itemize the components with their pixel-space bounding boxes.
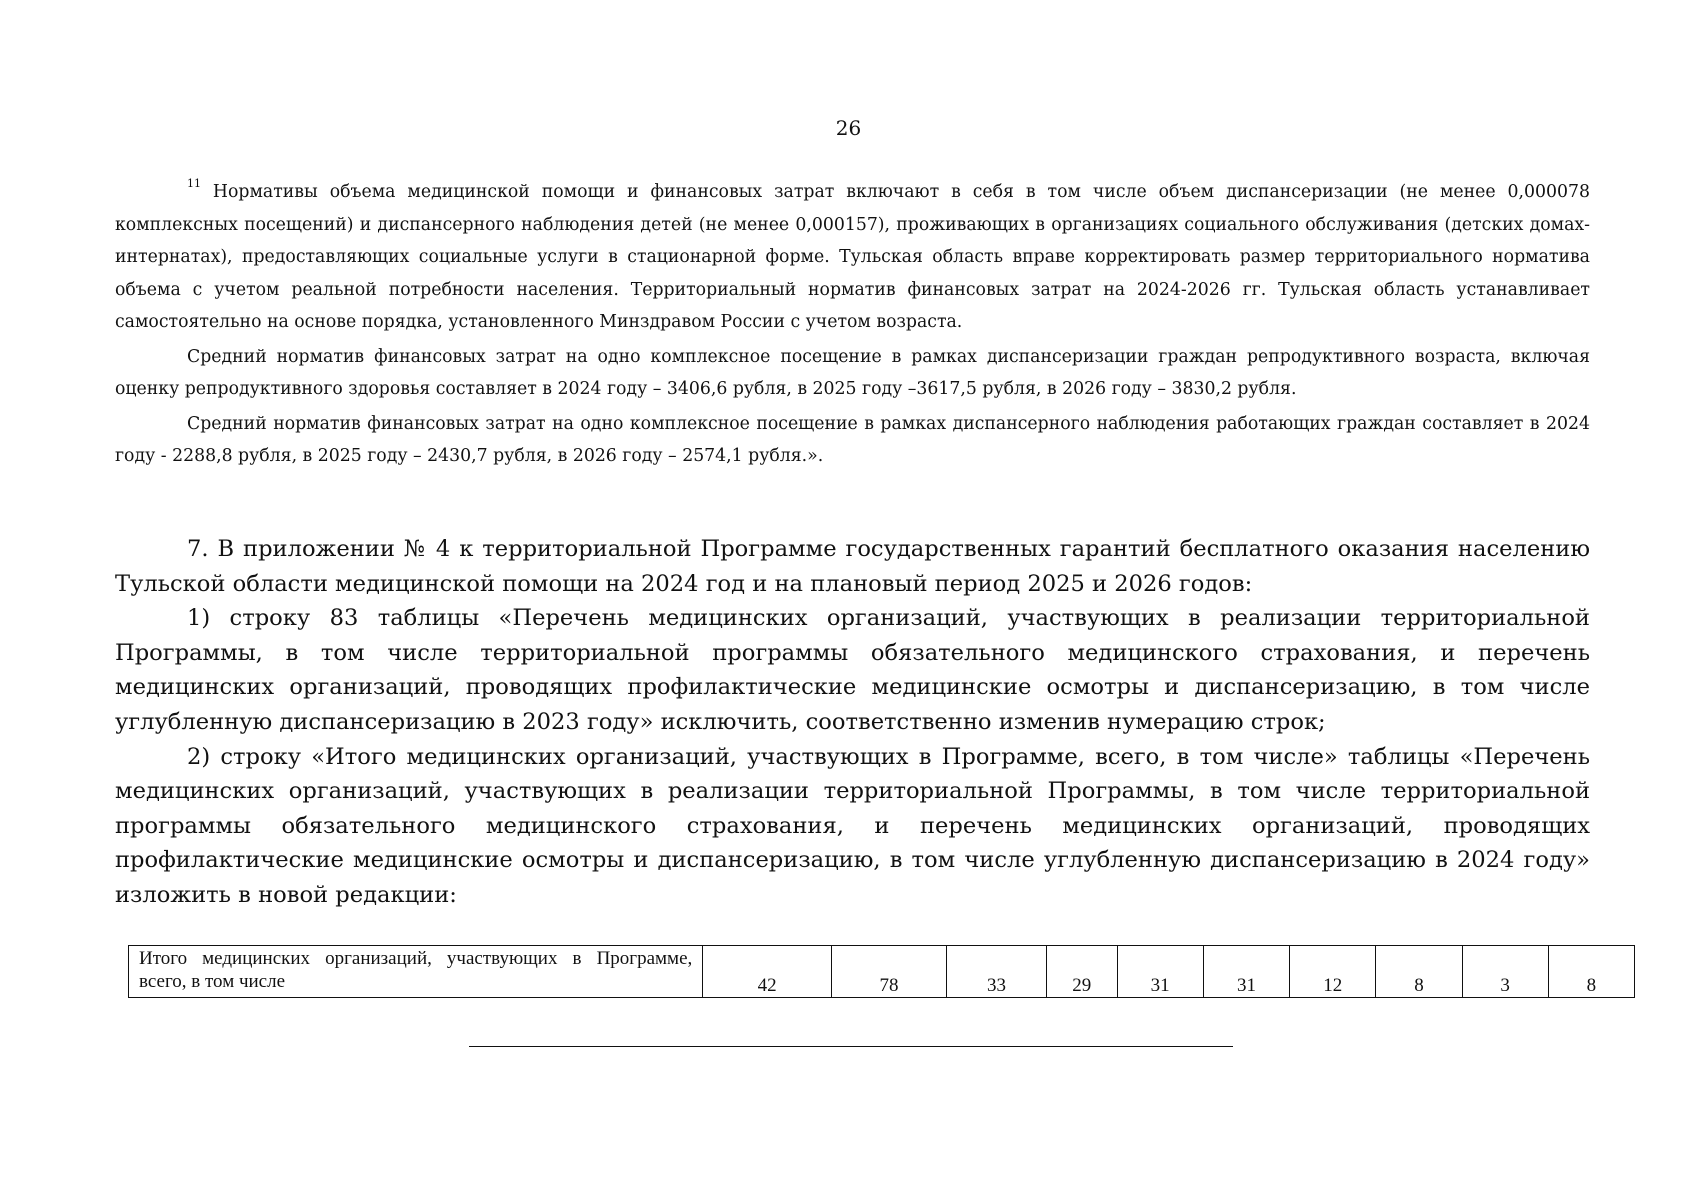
footnote-workers-norm: Средний норматив финансовых затрат на одно комплексное посещение в рамках диспансерного наблюдения работающих граждан составляет в 2024 году - 2288,8 рубля, в 2025 году – 2430,7 рубля, в 2026 году – 2574,1 рубля.». (115, 413, 1590, 466)
row-label-cell: Итого медицинских организаций, участвующих в Программе, всего, в том числе (129, 946, 703, 998)
subitem-2-paragraph: 2) строку «Итого медицинских организаций, участвующих в Программе, всего, в том числе» таблицы «Перечень медицинских организаций, участвующих в реализации территориальной Программы, в том числе территориальной программы обязательного медицинского страхования, и перечень медицинских организаций, проводящих профилактические медицинские осмотры и диспансеризацию, в том числе углубленную диспансеризацию в 2024 году» изложить в новой редакции: (115, 743, 1590, 908)
footnote-11 (115, 176, 1590, 339)
table-row (129, 946, 1635, 998)
table-cell: 3 (1462, 946, 1548, 998)
table-cell: 78 (832, 946, 947, 998)
table-cell: 42 (703, 946, 832, 998)
table-cell: 33 (946, 946, 1046, 998)
subitem-1-paragraph: 1) строку 83 таблицы «Перечень медицинских организаций, участвующих в реализации территориальной Программы, в том числе территориальной программы обязательного медицинского страхования, и перечень медицинских организаций, проводящих профилактические медицинские осмотры и диспансеризацию, в том числе углубленную диспансеризацию в 2023 году» исключить, соответственно изменив нумерацию строк; (115, 605, 1590, 735)
item-7-paragraph: 7. В приложении № 4 к территориальной Программе государственных гарантий бесплатного оказания населению Тульской области медицинской помощи на 2024 год и на плановый период 2025 и 2026 годов: (115, 536, 1590, 597)
footnote-11-text: Нормативы объема медицинской помощи и финансовых затрат включают в себя в том числе объем диспансеризации (не менее 0,000078 комплексных посещений) и диспансерного наблюдения детей (не менее 0,000157), проживающих в организациях социального обслуживания (детских домах-интернатах), предоставляющих социальные услуги в стационарной форме. Тульская область вправе корректировать размер территориального норматива объема с учетом реальной потребности населения. Территориальный норматив финансовых затрат на 2024-2026 гг. Тульская область устанавливает самостоятельно на основе порядка, установленного Минздравом России с учетом возраста. (115, 182, 1590, 332)
footnote-marker: 11 (187, 177, 201, 190)
table-cell: 31 (1203, 946, 1289, 998)
table-cell: 8 (1376, 946, 1462, 998)
table-cell: 12 (1290, 946, 1376, 998)
page-number: 26 (835, 116, 862, 140)
summary-table (128, 945, 1635, 998)
footnotes-block (115, 176, 1590, 475)
table-cell: 8 (1548, 946, 1634, 998)
table-cell: 29 (1047, 946, 1118, 998)
table-cell: 31 (1117, 946, 1203, 998)
footnote-reproductive-norm: Средний норматив финансовых затрат на одно комплексное посещение в рамках диспансеризации граждан репродуктивного возраста, включая оценку репродуктивного здоровья составляет в 2024 году – 3406,6 рубля, в 2025 году –3617,5 рубля, в 2026 году – 3830,2 рубля. (115, 346, 1590, 399)
end-divider (469, 1046, 1233, 1047)
main-text-block (115, 532, 1590, 913)
